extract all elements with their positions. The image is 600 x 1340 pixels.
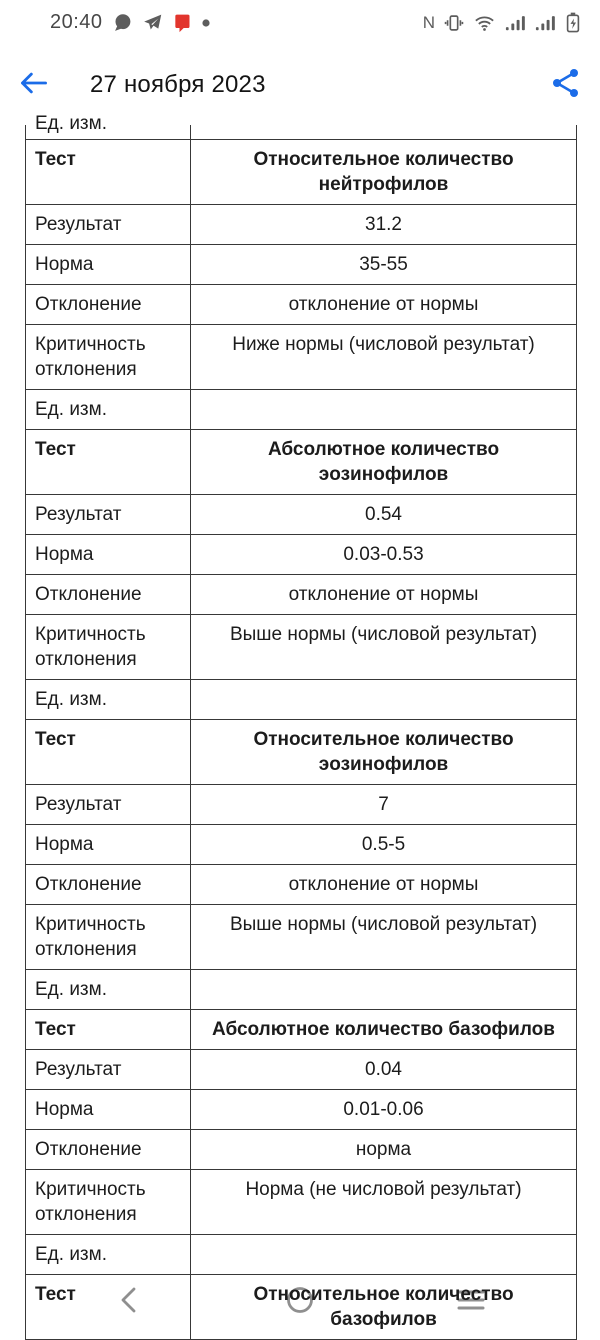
chat-bubble-icon (112, 12, 133, 33)
table-row (26, 1170, 576, 1235)
row-value-cell (190, 125, 576, 139)
row-label-cell: Ед. изм. (35, 689, 107, 710)
row-label-cell: Ед. изм. (35, 113, 107, 134)
table-row (26, 113, 576, 140)
table-row (26, 720, 576, 785)
row-label-cell: Норма (35, 1099, 94, 1120)
table-row (26, 245, 576, 285)
row-label-cell: Тест (35, 439, 76, 460)
wifi-icon (473, 13, 496, 33)
table-row (26, 1090, 576, 1130)
row-value-cell: 0.5-5 (190, 825, 576, 864)
table-row (26, 1130, 576, 1170)
row-value-cell: 0.04 (190, 1050, 576, 1089)
row-label-cell: Ед. изм. (35, 399, 107, 420)
row-value-cell: Выше нормы (числовой результат) (190, 905, 576, 969)
results-table (25, 113, 577, 1340)
table-row (26, 1050, 576, 1090)
row-label-cell: Ед. изм. (35, 979, 107, 1000)
table-row (26, 575, 576, 615)
row-value-cell: Относительное количество эозинофилов (190, 720, 576, 784)
row-label-cell: Отклонение (35, 874, 142, 895)
row-value-cell: отклонение от нормы (190, 575, 576, 614)
table-row (26, 390, 576, 430)
row-value-cell (190, 1235, 576, 1274)
table-row (26, 140, 576, 205)
row-value-cell: 7 (190, 785, 576, 824)
table-row (26, 615, 576, 680)
table-row (26, 970, 576, 1010)
table-row (26, 905, 576, 970)
row-value-cell: 0.01-0.06 (190, 1090, 576, 1129)
row-label-cell: Результат (35, 1059, 122, 1080)
row-value-cell: Абсолютное количество эозинофилов (190, 430, 576, 494)
row-label-cell: Тест (35, 1019, 76, 1040)
table-row (26, 1275, 576, 1340)
table-row (26, 680, 576, 720)
row-value-cell: 35-55 (190, 245, 576, 284)
row-label-cell: Отклонение (35, 294, 142, 315)
row-value-cell: 31.2 (190, 205, 576, 244)
row-label-cell: Норма (35, 544, 94, 565)
row-value-cell (190, 680, 576, 719)
row-value-cell: отклонение от нормы (190, 865, 576, 904)
status-bar (0, 0, 600, 45)
row-label-cell: Результат (35, 504, 122, 525)
row-label-cell: Критичность отклонения (35, 334, 146, 380)
row-value-cell: Абсолютное количество базофилов (190, 1010, 576, 1049)
row-value-cell: Выше нормы (числовой результат) (190, 615, 576, 679)
row-label-cell: Ед. изм. (35, 1244, 107, 1265)
row-label-cell: Тест (35, 149, 76, 170)
row-value-cell (190, 390, 576, 429)
red-message-badge-icon (172, 12, 192, 34)
results-scroll-area[interactable] (0, 113, 600, 1330)
row-label-cell: Тест (35, 729, 76, 750)
row-value-cell: 0.54 (190, 495, 576, 534)
table-row (26, 825, 576, 865)
row-value-cell: норма (190, 1130, 576, 1169)
share-button[interactable] (546, 66, 584, 104)
table-row (26, 535, 576, 575)
battery-charging-icon (564, 11, 582, 35)
table-row (26, 495, 576, 535)
clock-text: 20:40 (50, 11, 103, 33)
row-label-cell: Результат (35, 214, 122, 235)
row-label-cell: Отклонение (35, 1139, 142, 1160)
row-label-cell: Критичность отклонения (35, 914, 146, 960)
overflow-dot-icon (201, 18, 211, 28)
row-label-cell: Норма (35, 834, 94, 855)
row-label-cell: Норма (35, 254, 94, 275)
row-label-cell: Результат (35, 794, 122, 815)
table-row (26, 1010, 576, 1050)
table-row (26, 430, 576, 495)
table-row (26, 205, 576, 245)
row-label-cell: Отклонение (35, 584, 142, 605)
row-label-cell: Тест (35, 1284, 76, 1305)
page-title: 27 ноября 2023 (90, 71, 266, 98)
row-label-cell: Критичность отклонения (35, 1179, 146, 1225)
cellular-signal-2-icon (534, 13, 556, 33)
back-button[interactable] (18, 68, 52, 102)
table-row (26, 285, 576, 325)
table-row (26, 785, 576, 825)
vibrate-icon (443, 12, 465, 34)
row-value-cell: отклонение от нормы (190, 285, 576, 324)
row-label-cell: Критичность отклонения (35, 624, 146, 670)
row-value-cell: Относительное количество нейтрофилов (190, 140, 576, 204)
row-value-cell: 0.03-0.53 (190, 535, 576, 574)
arrow-left-icon (18, 68, 50, 103)
table-row (26, 865, 576, 905)
paper-plane-icon (142, 12, 163, 33)
row-value-cell (190, 970, 576, 1009)
nfc-icon: N (422, 12, 435, 32)
row-value-cell: Ниже нормы (числовой результат) (190, 325, 576, 389)
row-value-cell: Норма (не числовой результат) (190, 1170, 576, 1234)
row-value-cell: Относительное количество базофилов (190, 1275, 576, 1339)
table-row (26, 325, 576, 390)
table-row (26, 1235, 576, 1275)
share-icon (548, 65, 582, 106)
cellular-signal-1-icon (504, 13, 526, 33)
